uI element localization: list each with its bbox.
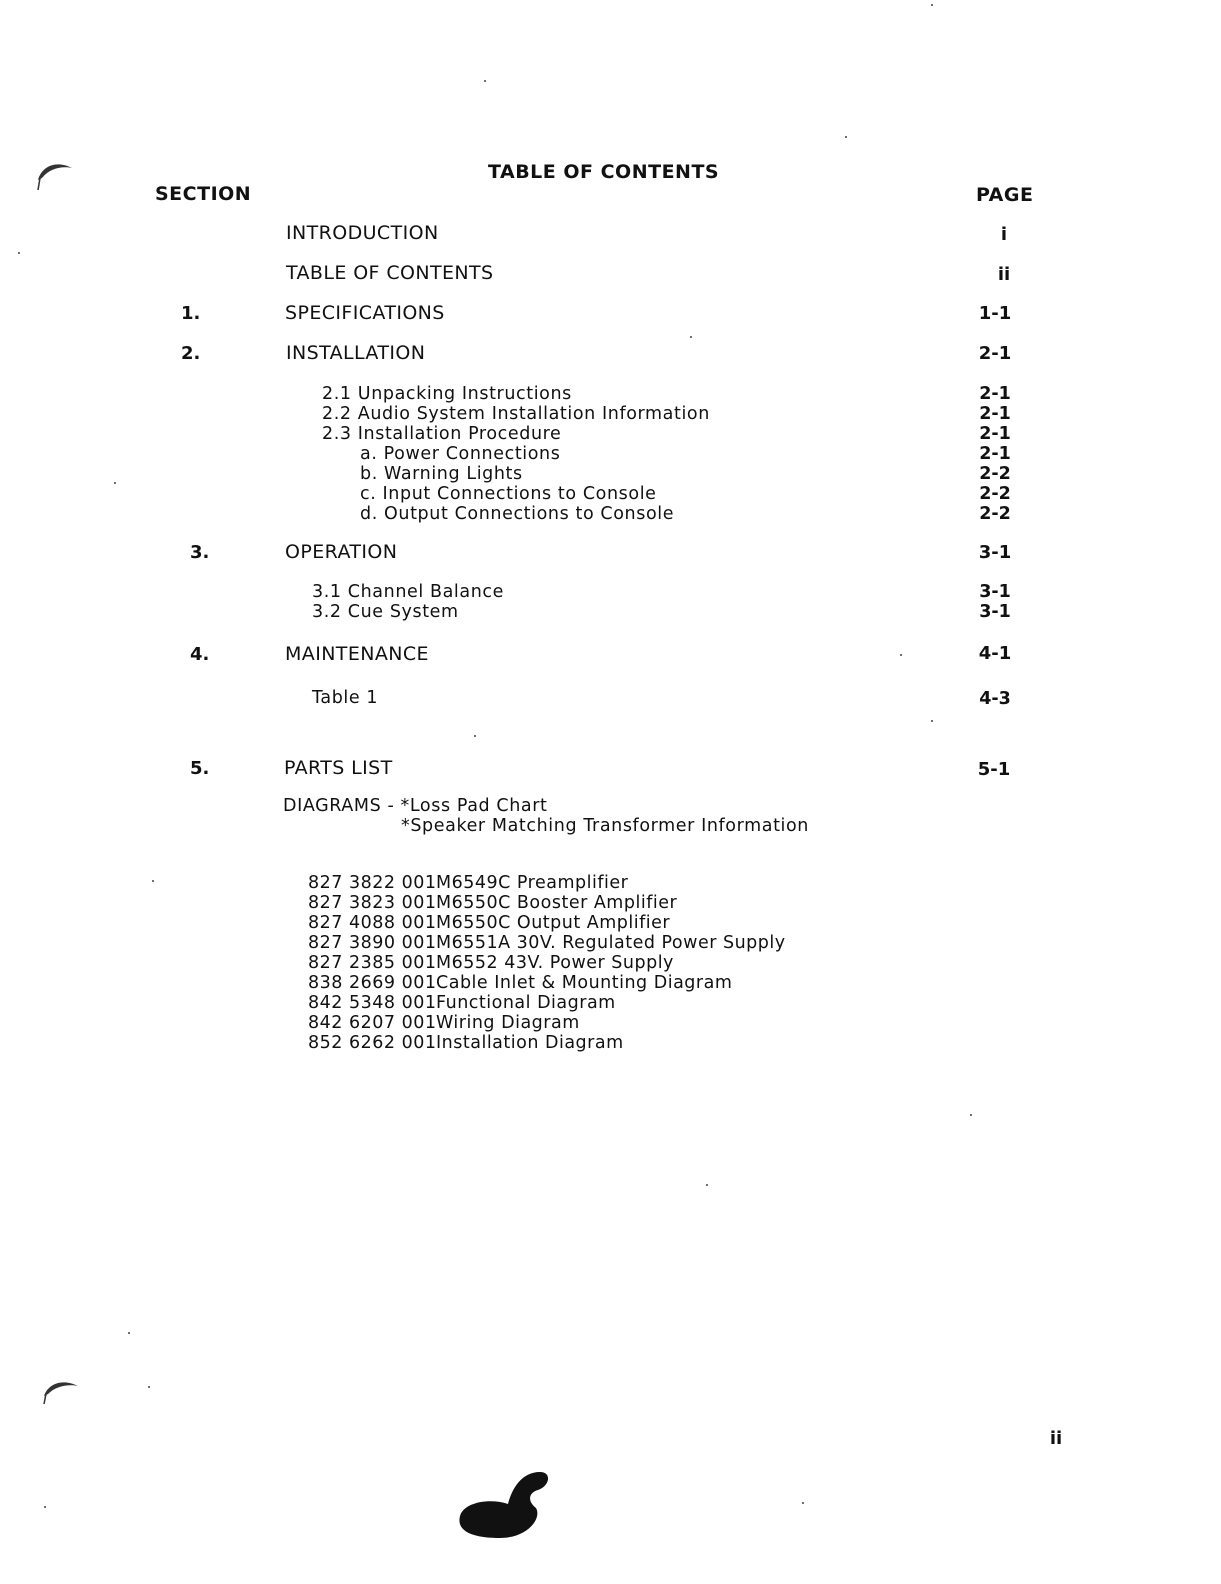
part-description: M6550C Output Amplifier	[436, 913, 671, 933]
toc-subentry-page: 2-1	[979, 444, 1011, 464]
toc-subentry-table-1: Table 1	[312, 688, 379, 708]
toc-page-parts-list: 5-1	[977, 759, 1011, 780]
toc-page-installation: 2-1	[978, 343, 1012, 364]
toc-entry-installation: INSTALLATION	[286, 342, 426, 364]
toc-subentry: c. Input Connections to Console	[360, 484, 657, 504]
toc-subentry-page: 3-1	[979, 602, 1011, 622]
scan-speck	[845, 136, 847, 138]
toc-subentry: 2.2 Audio System Installation Information	[322, 404, 710, 424]
list-item	[308, 1013, 786, 1033]
toc-subentry: 2.1 Unpacking Instructions	[322, 384, 572, 404]
toc-subentry: a. Power Connections	[360, 444, 561, 464]
toc-subentry-page: 2-1	[979, 424, 1011, 444]
toc-subentry: d. Output Connections to Console	[360, 504, 675, 524]
scan-speck	[128, 1332, 130, 1334]
scan-mark-bottom-left	[40, 1374, 80, 1408]
list-item	[308, 913, 786, 933]
toc-subentry-page: 2-2	[979, 504, 1011, 524]
diagrams-prefix: DIAGRAMS -	[283, 796, 401, 816]
scan-speck	[802, 1502, 804, 1504]
toc-subentry-page: 3-1	[979, 582, 1011, 602]
toc-subentry: 2.3 Installation Procedure	[322, 424, 562, 444]
toc-number-maintenance: 4.	[190, 644, 210, 665]
toc-subentry: 3.1 Channel Balance	[312, 582, 504, 602]
scan-speck	[931, 4, 933, 6]
toc-page-introduction: i	[1000, 224, 1008, 245]
part-description: M6549C Preamplifier	[436, 873, 629, 893]
part-number: 827 2385 001	[308, 953, 437, 973]
section-column-header: SECTION	[155, 183, 252, 205]
toc-subentry-page: 2-2	[979, 464, 1011, 484]
part-description: Functional Diagram	[436, 993, 616, 1013]
part-number: 852 6262 001	[308, 1033, 437, 1053]
toc-entry-operation: OPERATION	[285, 541, 398, 563]
part-description: Installation Diagram	[436, 1033, 624, 1053]
list-item	[308, 893, 786, 913]
toc-subentry-page: 2-1	[979, 404, 1011, 424]
installation-subsections	[322, 384, 710, 524]
page-number: ii	[1049, 1428, 1063, 1449]
list-item	[308, 973, 786, 993]
part-number: 827 4088 001	[308, 913, 437, 933]
part-number: 827 3822 001	[308, 873, 437, 893]
part-description: M6550C Booster Amplifier	[436, 893, 678, 913]
part-number: 827 3823 001	[308, 893, 437, 913]
scan-speck	[706, 1184, 708, 1186]
toc-entry-parts-list: PARTS LIST	[284, 757, 393, 779]
part-description: Cable Inlet & Mounting Diagram	[436, 973, 733, 993]
diagram-item: *Loss Pad Chart	[400, 796, 548, 816]
toc-number-operation: 3.	[190, 542, 210, 563]
page-column-header: PAGE	[976, 184, 1034, 206]
part-description: Wiring Diagram	[436, 1013, 580, 1033]
toc-entry-specifications: SPECIFICATIONS	[285, 302, 445, 324]
scan-speck	[18, 252, 20, 254]
part-number: 842 5348 001	[308, 993, 437, 1013]
page-title: TABLE OF CONTENTS	[488, 161, 720, 183]
scan-speck	[900, 654, 902, 656]
list-item	[308, 873, 786, 893]
part-number: 838 2669 001	[308, 973, 437, 993]
toc-subentry: 3.2 Cue System	[312, 602, 459, 622]
toc-page-operation: 3-1	[978, 542, 1012, 563]
toc-entry-maintenance: MAINTENANCE	[285, 643, 429, 665]
part-description: M6551A 30V. Regulated Power Supply	[436, 933, 786, 953]
scan-speck	[114, 482, 116, 484]
toc-number-specifications: 1.	[181, 303, 201, 324]
toc-subentry: b. Warning Lights	[360, 464, 523, 484]
toc-entry-introduction: INTRODUCTION	[286, 222, 439, 244]
list-item	[308, 953, 786, 973]
scan-speck	[152, 880, 154, 882]
scan-ink-blot	[450, 1464, 560, 1544]
scan-speck	[484, 80, 486, 82]
scan-speck	[931, 720, 933, 722]
toc-subentry-page: 2-2	[979, 484, 1011, 504]
part-description: M6552 43V. Power Supply	[436, 953, 674, 973]
operation-subsection-pages	[965, 582, 1025, 622]
parts-drawing-list	[308, 873, 786, 1053]
scan-speck	[690, 336, 692, 338]
part-number: 827 3890 001	[308, 933, 437, 953]
scan-speck	[44, 1506, 46, 1508]
list-item	[308, 933, 786, 953]
toc-subentry-page-table-1: 4-3	[979, 689, 1011, 709]
scan-mark-top-left	[34, 156, 76, 196]
installation-subsection-pages	[965, 384, 1025, 524]
scan-speck	[148, 1386, 150, 1388]
part-number: 842 6207 001	[308, 1013, 437, 1033]
scan-speck	[474, 735, 476, 737]
toc-entry-table-of-contents: TABLE OF CONTENTS	[286, 262, 494, 284]
list-item	[308, 993, 786, 1013]
diagram-item: *Speaker Matching Transformer Information	[401, 816, 809, 836]
scan-speck	[970, 1114, 972, 1116]
toc-page-specifications: 1-1	[978, 303, 1012, 324]
toc-page-table-of-contents: ii	[997, 264, 1011, 285]
operation-subsections	[312, 582, 504, 622]
list-item	[308, 1033, 786, 1053]
toc-subentry-page: 2-1	[979, 384, 1011, 404]
toc-number-installation: 2.	[181, 343, 201, 364]
toc-number-parts-list: 5.	[190, 758, 210, 779]
toc-page-maintenance: 4-1	[978, 643, 1012, 664]
diagrams-block	[283, 796, 809, 836]
